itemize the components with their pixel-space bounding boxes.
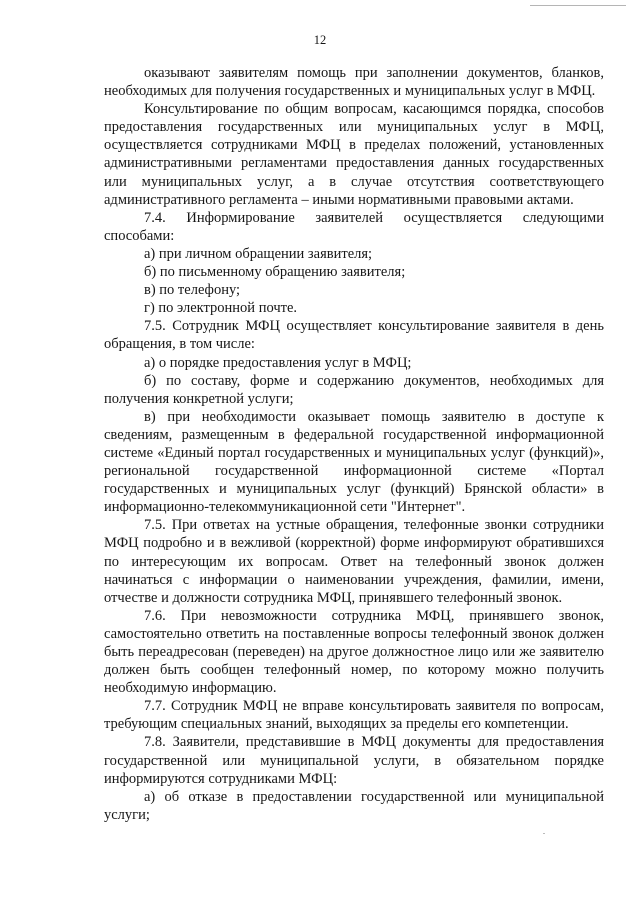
document-body: [104, 64, 604, 824]
list-item-7-4-g: г) по электронной почте.: [144, 300, 298, 317]
list-item-7-4-a: а) при личном обращении заявителя;: [144, 245, 373, 262]
scan-speck: [543, 833, 545, 834]
paragraph-continuation: оказывают заявителям помощь при заполнении документов, бланков, необходимых для получения государственных и муниципальных услуг в МФЦ.: [104, 65, 604, 100]
list-item-7-4-v: в) по телефону;: [144, 282, 241, 299]
paragraph-7-5-phone: 7.5. При ответах на устные обращения, телефонные звонки сотрудники МФЦ подробно и в вежливой (корректной) форме информируют обратившихся по интересующим их вопросам. Ответ на телефонный звонок должен начинаться с информации о наименовании учреждения, фамилии, имени, отчестве и должности сотрудника МФЦ, принявшего телефонный звонок.: [104, 517, 604, 606]
page-number: 12: [313, 33, 327, 47]
paragraph-7-7: 7.7. Сотрудник МФЦ не вправе консультировать заявителя по вопросам, требующим специальных знаний, выходящих за пределы его компетенции.: [104, 698, 604, 733]
paragraph-consulting: Консультирование по общим вопросам, касающимся порядка, способов предоставления государственных или муниципальных услуг в МФЦ, осуществляется сотрудниками МФЦ в пределах положений, установленных административными регламентами предоставления данных государственных или муниципальных услуг, а в случае отсутствия соответствующего административного регламента – иными нормативными правовыми актами.: [104, 101, 604, 208]
paragraph-7-8: 7.8. Заявители, представившие в МФЦ документы для предоставления государственной или муниципальной услуги, в обязательном порядке информируются сотрудниками МФЦ:: [104, 734, 604, 787]
list-item-7-5-a: а) о порядке предоставления услуг в МФЦ;: [144, 354, 412, 371]
scan-edge-line: [530, 5, 626, 6]
list-item-7-4-b: б) по письменному обращению заявителя;: [144, 264, 406, 281]
paragraph-7-4: 7.4. Информирование заявителей осуществляется следующими способами:: [104, 209, 604, 244]
list-item-7-5-v: в) при необходимости оказывает помощь заявителю в доступе к сведениям, размещенным в федеральной государственной информационной системе «Единый портал государственных и муниципальных услуг (функций)», региональной государственной информационной системе «Портал государственных и муниципальных услуг (функций) Брянской области» в информационно-телекоммуникационной сети "Интернет".: [104, 408, 604, 516]
list-item-7-5-b: б) по составу, форме и содержанию документов, необходимых для получения конкретной услуги;: [104, 372, 604, 407]
list-item-7-8-a: а) об отказе в предоставлении государственной или муниципальной услуги;: [104, 788, 604, 823]
paragraph-7-5: 7.5. Сотрудник МФЦ осуществляет консультирование заявителя в день обращения, в том числе:: [104, 318, 604, 353]
paragraph-7-6: 7.6. При невозможности сотрудника МФЦ, принявшего звонок, самостоятельно ответить на поставленные вопросы телефонный звонок должен быть переадресован (переведен) на другое должностное лицо или же заявителю должен быть сообщен телефонный номер, по которому можно получить необходимую информацию.: [104, 607, 604, 697]
